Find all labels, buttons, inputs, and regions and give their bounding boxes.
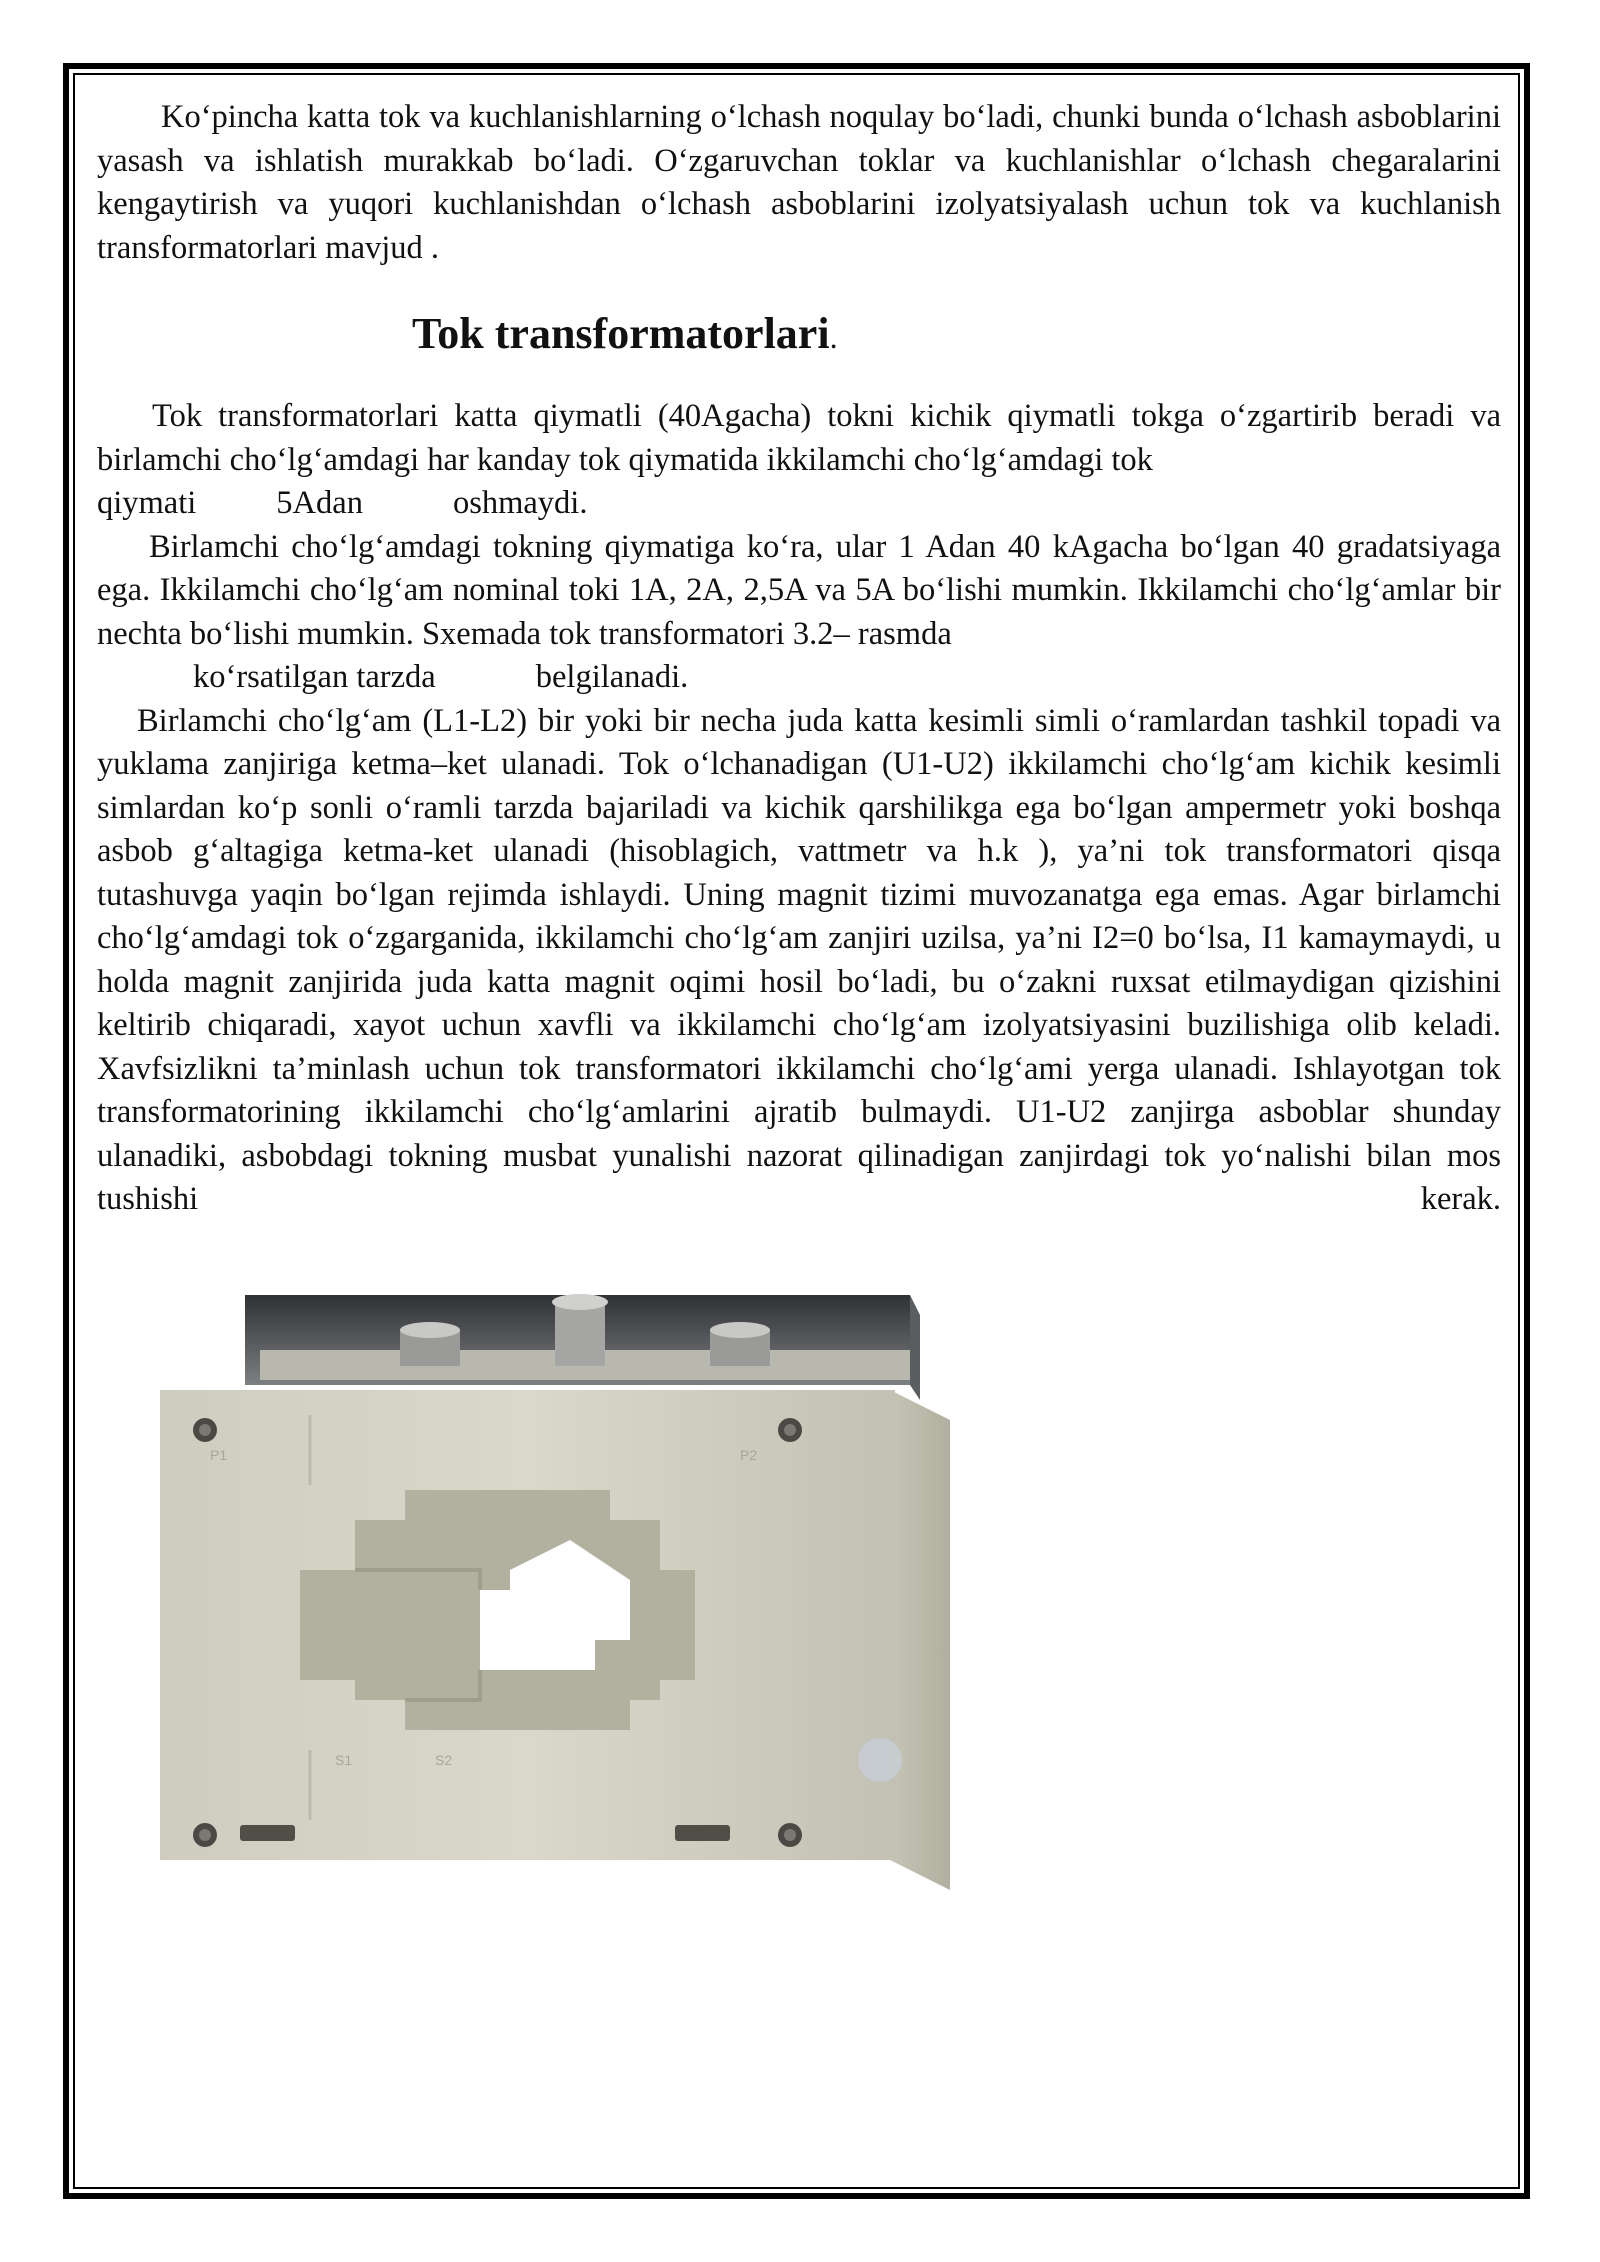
top-screw-left (400, 1322, 460, 1366)
current-transformer-photo (150, 1290, 1010, 1910)
svg-text:S2: S2 (435, 1752, 453, 1768)
svg-text:P2: P2 (740, 1447, 758, 1463)
section-heading (97, 306, 1501, 365)
paragraph-2-end: belgilanadi. (535, 659, 689, 695)
logo-mark (858, 1738, 902, 1782)
paragraph-2-phrase: ko‘rsatilgan tarzda (193, 659, 436, 695)
section-heading-text: Tok transformatorlari (412, 309, 830, 358)
svg-text:S1: S1 (335, 1752, 353, 1768)
mounting-slot (240, 1825, 295, 1841)
svg-text:P1: P1 (210, 1447, 228, 1463)
document-body (97, 96, 1501, 1222)
paragraph-2-text: Birlamchi cho‘lg‘amdagi tokning qiymatiga ko‘ra, ular 1 Adan 40 kAgacha bo‘lgan 40 gradatsiyaga ega. Ikkilamchi cho‘lg‘am nominal toki 1A, 2A, 2,5A va 5A bo‘lishi mumkin. Ikkilamchi cho‘lg‘amlar bir nechta bo‘lishi mumkin. Sxemada tok transformatori 3.2– rasmda (97, 528, 1501, 652)
paragraph-3: Birlamchi cho‘lg‘am (L1-L2) bir yoki bir necha juda katta kesimli simli o‘ramlardan tashkil topadi va yuklama zanjiriga ketma–ket ulanadi. Tok o‘lchanadigan (U1-U2) ikkilamchi cho‘lg‘am kichik kesimli simlardan ko‘p sonli o‘ramli tarzda bajariladi va kichik qarshilikga ega bo‘lgan ampermetr yoki boshqa asbob g‘altagiga ketma-ket ulanadi (hisoblagich, vattmetr va h.k ), ya’ni tok transformatori qisqa tutashuvga yaqin bo‘lgan rejimda ishlaydi. Uning magnit tizimi muvozanatga ega emas. Agar birlamchi cho‘lg‘amdagi tok o‘zgarganida, ikkilamchi cho‘lg‘am zanjiri uzilsa, ya’ni I2=0 bo‘lsa, I1 kamaymaydi, u holda magnit zanjirida juda katta magnit oqimi hosil bo‘ladi, bu o‘zakni ruxsat etilmaydigan qizishini keltirib chiqaradi, xayot uchun xavfli va ikkilamchi cho‘lg‘am izolyatsiyasini buzilishiga olib keladi. Xavfsizlikni ta’minlash uchun tok transformatori ikkilamchi cho‘lg‘ami yerga ulanadi. Ishlayotgan tok transformatorining ikkilamchi cho‘lg‘amlarini ajratib bulmaydi. U1-U2 zanjirga asboblar shunday ulanadiki, asbobdagi tokning musbat yunalishi nazorat qilinadigan zanjirdagi tok yo‘nalishi bilan mos tushishi kerak. (97, 702, 1501, 1217)
paragraph-1-word-5adan: 5Adan (276, 485, 363, 521)
mounting-slot (675, 1825, 730, 1841)
intro-paragraph: Ko‘pincha katta tok va kuchlanishlarning o‘lchash noqulay bo‘ladi, chunki bunda o‘lchash asboblarini yasash va ishlatish murakkab bo‘ladi. O‘zgaruvchan toklar va kuchlanishlar o‘lchash chegaralarini kengaytirish va yuqori kuchlanishdan o‘lchash asboblarini izolyatsiyalash uchun tok va kuchlanish transformatorlari mavjud . (97, 99, 1501, 266)
paragraph-1 (97, 395, 1501, 526)
paragraph-1-word-oshmaydi: oshmaydi. (452, 485, 588, 521)
paragraph-2 (97, 526, 1501, 700)
paragraph-1-text: Tok transformatorlari katta qiymatli (40Agacha) tokni kichik qiymatli tokga o‘zgartirib beradi va birlamchi cho‘lg‘amdagi har kanday tok qiymatida ikkilamchi cho‘lg‘amdagi tok (97, 398, 1501, 478)
section-heading-dot: . (829, 319, 838, 355)
top-screw-center (552, 1294, 608, 1366)
top-screw-right (710, 1322, 770, 1366)
paragraph-1-word-qiymati: qiymati (97, 485, 197, 521)
